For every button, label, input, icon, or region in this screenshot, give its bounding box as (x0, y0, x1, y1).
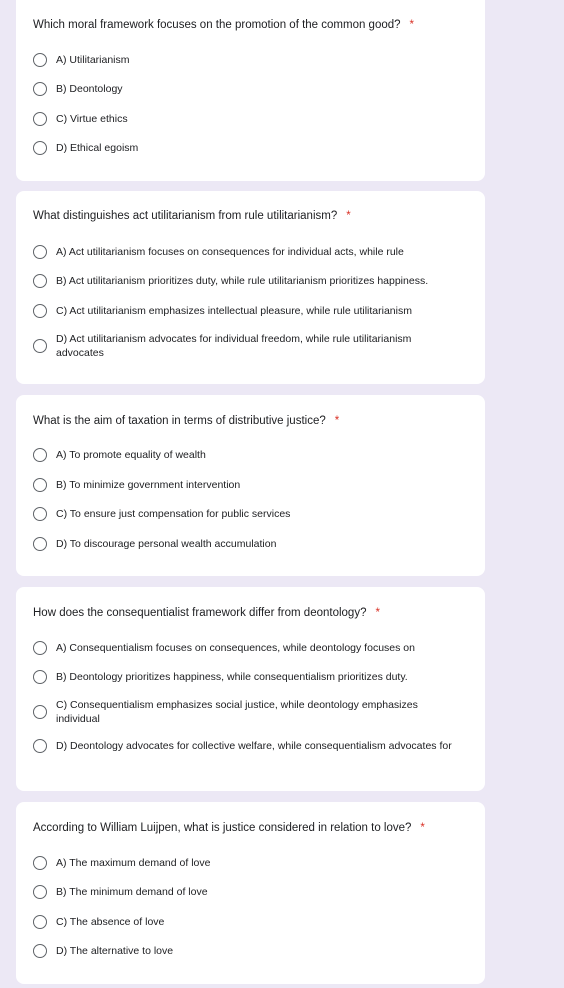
option-radio[interactable] (33, 448, 463, 462)
option-radio[interactable] (33, 507, 463, 521)
option-label: B) Act utilitarianism prioritizes duty, while rule utilitarianism prioritizes happiness. (56, 275, 429, 287)
question-card-4 (16, 587, 485, 791)
option-label: D) Ethical egoism (56, 142, 139, 154)
radio-circle-icon[interactable] (33, 141, 47, 155)
option-label: A) Consequentialism focuses on consequences, while deontology focuses on (56, 642, 415, 654)
radio-circle-icon[interactable] (33, 537, 47, 551)
option-label: D) To discourage personal wealth accumulation (56, 538, 277, 550)
option-radio[interactable] (33, 304, 463, 318)
question-title: Which moral framework focuses on the promotion of the common good? * (33, 19, 415, 31)
option-label: D) Deontology advocates for collective welfare, while consequentialism advocates for (56, 740, 452, 752)
radio-circle-icon[interactable] (33, 478, 47, 492)
radio-circle-icon[interactable] (33, 507, 47, 521)
option-label: B) Deontology (56, 83, 123, 95)
radio-circle-icon[interactable] (33, 274, 47, 288)
option-radio[interactable] (33, 698, 423, 726)
option-label: A) To promote equality of wealth (56, 449, 206, 461)
option-radio[interactable] (33, 885, 463, 899)
option-label: A) Utilitarianism (56, 54, 130, 66)
radio-circle-icon[interactable] (33, 112, 47, 126)
option-label: C) To ensure just compensation for public services (56, 508, 291, 520)
option-label: C) Consequentialism emphasizes social justice, while deontology emphasizes individual (56, 699, 418, 725)
option-radio[interactable] (33, 245, 463, 259)
question-card-3 (16, 395, 485, 576)
radio-circle-icon[interactable] (33, 448, 47, 462)
question-title: What distinguishes act utilitarianism from rule utilitarianism? * (33, 210, 351, 222)
required-asterisk: * (334, 415, 340, 427)
option-label: D) Act utilitarianism advocates for individual freedom, while rule utilitarianism advocates (56, 333, 412, 359)
option-label: A) Act utilitarianism focuses on consequences for individual acts, while rule (56, 246, 404, 258)
required-asterisk: * (375, 607, 380, 619)
option-radio[interactable] (33, 944, 463, 958)
radio-circle-icon[interactable] (33, 885, 47, 899)
option-radio[interactable] (33, 739, 453, 753)
radio-circle-icon[interactable] (33, 53, 47, 67)
required-asterisk: * (346, 210, 351, 222)
option-label: D) The alternative to love (56, 945, 174, 957)
option-label: B) The minimum demand of love (56, 886, 208, 898)
radio-circle-icon[interactable] (33, 739, 47, 753)
option-radio[interactable] (33, 670, 463, 684)
option-label: C) Virtue ethics (56, 113, 128, 125)
question-title: How does the consequentialist framework differ from deontology? * (33, 607, 380, 619)
option-radio[interactable] (33, 641, 463, 655)
option-radio[interactable] (33, 53, 463, 67)
option-radio[interactable] (33, 537, 463, 551)
radio-circle-icon[interactable] (33, 339, 47, 353)
radio-circle-icon[interactable] (33, 856, 47, 870)
question-card-5 (16, 802, 485, 984)
question-card-2 (16, 191, 485, 384)
option-radio[interactable] (33, 82, 463, 96)
option-radio[interactable] (33, 332, 413, 360)
radio-circle-icon[interactable] (33, 944, 47, 958)
radio-circle-icon[interactable] (33, 245, 47, 259)
radio-circle-icon[interactable] (33, 82, 47, 96)
radio-circle-icon[interactable] (33, 670, 47, 684)
option-radio[interactable] (33, 141, 463, 155)
question-card-1 (16, 0, 485, 181)
option-label: B) Deontology prioritizes happiness, while consequentialism prioritizes duty. (56, 671, 408, 683)
radio-circle-icon[interactable] (33, 705, 47, 719)
required-asterisk: * (409, 19, 415, 31)
option-radio[interactable] (33, 478, 463, 492)
radio-circle-icon[interactable] (33, 304, 47, 318)
option-label: B) To minimize government intervention (56, 479, 241, 491)
option-radio[interactable] (33, 915, 463, 929)
radio-circle-icon[interactable] (33, 641, 47, 655)
option-radio[interactable] (33, 112, 463, 126)
required-asterisk: * (420, 822, 425, 834)
radio-circle-icon[interactable] (33, 915, 47, 929)
option-radio[interactable] (33, 856, 463, 870)
option-label: A) The maximum demand of love (56, 857, 211, 869)
option-label: C) Act utilitarianism emphasizes intellectual pleasure, while rule utilitarianism (56, 305, 412, 317)
question-title: According to William Luijpen, what is justice considered in relation to love? * (33, 822, 425, 834)
option-label: C) The absence of love (56, 916, 165, 928)
question-title: What is the aim of taxation in terms of distributive justice? * (33, 415, 340, 427)
option-radio[interactable] (33, 274, 463, 288)
